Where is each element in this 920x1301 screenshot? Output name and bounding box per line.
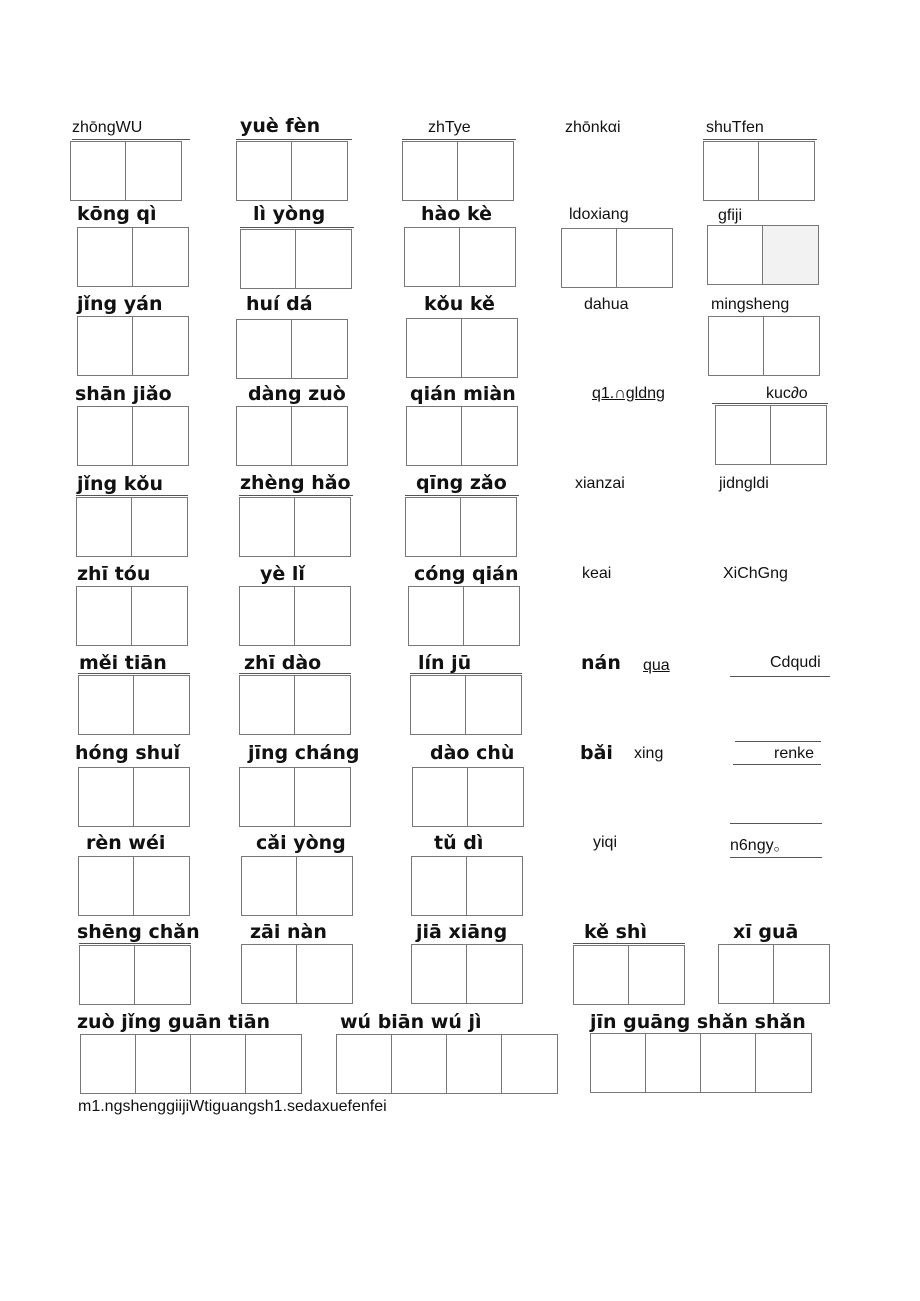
writing-grid (80, 1034, 302, 1094)
pinyin-label: kǒu kě (424, 293, 495, 315)
pinyin-underline (72, 139, 190, 140)
pinyin-label: dahua (584, 296, 629, 313)
writing-grid (77, 227, 189, 287)
pinyin-label: renke (774, 745, 815, 762)
pinyin-label: shuTfen (706, 119, 764, 136)
pinyin-label: qua (643, 657, 670, 674)
pinyin-label: měi tiān (79, 652, 167, 674)
pinyin-label: Cdqudi (770, 654, 821, 671)
writing-grid (406, 318, 518, 378)
pinyin-label: jidngldi (719, 475, 769, 492)
writing-grid (411, 856, 523, 916)
writing-grid (707, 225, 819, 285)
writing-grid (239, 767, 351, 827)
pinyin-label: zhèng hǎo (240, 472, 351, 494)
answer-line (730, 857, 822, 858)
pinyin-label: nán (581, 652, 621, 674)
pinyin-label: XiChGng (723, 565, 788, 582)
pinyin-label: n6ngy。 (730, 837, 790, 854)
writing-grid (76, 586, 188, 646)
pinyin-label: zhōngWU (72, 119, 143, 136)
pinyin-label: zuò jǐng guān tiān (77, 1011, 271, 1033)
writing-grid (239, 497, 351, 557)
pinyin-underline (410, 673, 522, 674)
writing-grid (240, 229, 352, 289)
pinyin-label: rèn wéi (86, 832, 166, 854)
answer-line (730, 823, 822, 824)
pinyin-underline (703, 139, 817, 140)
writing-grid (241, 944, 353, 1004)
pinyin-label: zāi nàn (250, 921, 327, 943)
writing-grid (573, 945, 685, 1005)
writing-grid (590, 1033, 812, 1093)
pinyin-label: zhī dào (244, 652, 322, 674)
writing-grid (715, 405, 827, 465)
pinyin-label: lì yòng (253, 203, 326, 225)
pinyin-underline (239, 673, 351, 674)
pinyin-label: wú biān wú jì (340, 1011, 482, 1033)
pinyin-label: shēng chǎn (77, 921, 200, 943)
writing-grid (78, 767, 190, 827)
pinyin-label: kuc∂o (766, 385, 808, 402)
pinyin-label: jīng cháng (248, 742, 360, 764)
pinyin-label: cóng qián (414, 563, 519, 585)
writing-grid (241, 856, 353, 916)
pinyin-label: zhōnkαi (565, 119, 621, 136)
footer-text: m1.ngshenggiijiWtiguangsh1.sedaxuefenfei (78, 1098, 387, 1115)
writing-grid (405, 497, 517, 557)
writing-grid (236, 319, 348, 379)
writing-grid (77, 316, 189, 376)
writing-grid (718, 944, 830, 1004)
pinyin-label: zhī tóu (77, 563, 151, 585)
pinyin-label: kě shì (584, 921, 647, 943)
pinyin-label: yuè fèn (240, 115, 321, 137)
pinyin-label: jīn guāng shǎn shǎn (590, 1011, 806, 1033)
pinyin-label: huí dá (246, 293, 313, 315)
pinyin-underline (573, 943, 685, 944)
writing-grid (79, 945, 191, 1005)
writing-grid (239, 586, 351, 646)
pinyin-label: yiqi (593, 834, 618, 851)
writing-grid (76, 497, 188, 557)
writing-grid (236, 141, 348, 201)
pinyin-label: hào kè (421, 203, 493, 225)
pinyin-label: yè lǐ (260, 563, 305, 585)
pinyin-underline (712, 403, 828, 404)
writing-grid (408, 586, 520, 646)
writing-grid (336, 1034, 558, 1094)
pinyin-label: qīng zǎo (416, 472, 507, 494)
pinyin-label: q1.∩gldng (592, 385, 665, 402)
pinyin-label: qián miàn (410, 383, 516, 405)
writing-grid (411, 944, 523, 1004)
answer-line (730, 676, 830, 677)
answer-line (733, 764, 821, 765)
pinyin-label: ldoxiang (569, 206, 629, 223)
writing-grid (239, 675, 351, 735)
pinyin-label: tǔ dì (434, 832, 484, 854)
pinyin-underline (236, 139, 352, 140)
pinyin-label: dàng zuò (248, 383, 346, 405)
writing-grid (236, 406, 348, 466)
pinyin-underline (76, 495, 188, 496)
answer-line (735, 741, 821, 742)
pinyin-label: jǐng yán (77, 293, 163, 315)
writing-grid (402, 141, 514, 201)
writing-grid (78, 675, 190, 735)
pinyin-label: gfiji (718, 207, 743, 224)
pinyin-label: mingsheng (711, 296, 790, 313)
writing-grid (78, 856, 190, 916)
pinyin-underline (239, 495, 353, 496)
pinyin-underline (79, 943, 191, 944)
writing-grid (404, 227, 516, 287)
pinyin-label: xianzai (575, 475, 625, 492)
writing-grid (70, 141, 182, 201)
writing-grid (561, 228, 673, 288)
writing-grid (703, 141, 815, 201)
writing-grid (412, 767, 524, 827)
pinyin-label: keai (582, 565, 612, 582)
writing-grid (77, 406, 189, 466)
pinyin-underline (405, 495, 519, 496)
pinyin-label: shān jiǎo (75, 383, 172, 405)
writing-grid (410, 675, 522, 735)
pinyin-label: hóng shuǐ (75, 742, 181, 764)
pinyin-label: cǎi yòng (256, 832, 346, 854)
pinyin-label: zhTye (428, 119, 471, 136)
pinyin-label: xī guā (733, 921, 799, 943)
pinyin-label: bǎi (580, 742, 613, 764)
pinyin-label: kōng qì (77, 203, 157, 225)
pinyin-underline (78, 673, 190, 674)
writing-grid (708, 316, 820, 376)
pinyin-underline (240, 227, 354, 228)
pinyin-label: jǐng kǒu (77, 473, 163, 495)
pinyin-label: dào chù (430, 742, 515, 764)
pinyin-label: xing (634, 745, 664, 762)
pinyin-underline (402, 139, 516, 140)
pinyin-label: jiā xiāng (416, 921, 508, 943)
writing-grid (406, 406, 518, 466)
pinyin-label: lín jū (418, 652, 472, 674)
